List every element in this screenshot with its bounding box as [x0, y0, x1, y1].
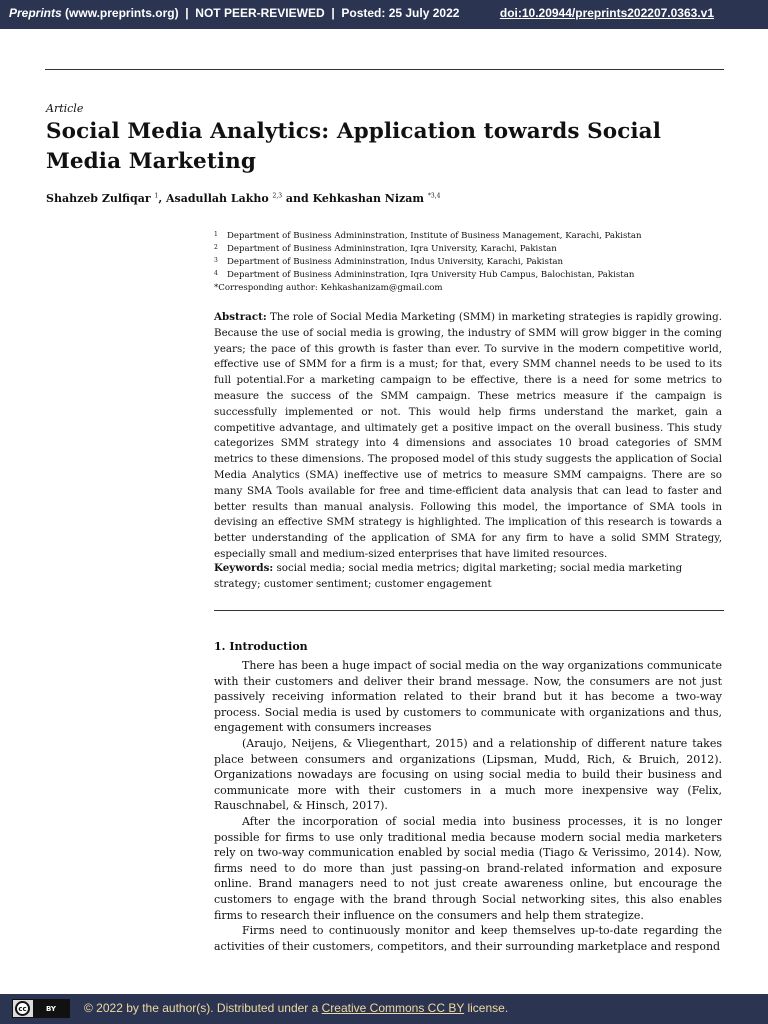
author-separator: , [158, 192, 166, 205]
affiliation-item [214, 256, 724, 269]
author-affiliation-marker: 2,3 [272, 192, 283, 200]
license-footer [0, 994, 768, 1024]
abstract-label: Abstract: [214, 311, 267, 323]
license-prefix: © 2022 by the author(s). Distributed under a [84, 1001, 322, 1015]
affiliation-number: 2 [214, 243, 218, 251]
introduction-body [214, 658, 722, 954]
body-paragraph: There has been a huge impact of social media on the way organizations communicate with their customers and deliver their brand message. Now, the consumers are not just passively receiving information related to their brand but it has become a two-way process. Social media is used by customers to communicate with organizations and thus, engagement with consumers increases [214, 659, 722, 735]
author-name: Asadullah Lakho [166, 192, 269, 205]
affiliation-text: Department of Business Admininstration, Iqra University Hub Campus, Balochistan, Pakistan [227, 269, 635, 280]
preprint-header-bar [0, 0, 768, 29]
license-suffix: license. [464, 1001, 509, 1015]
affiliation-text: Department of Business Admininstration, Indus University, Karachi, Pakistan [227, 256, 564, 267]
body-paragraph: (Araujo, Neijens, & Vliegenthart, 2015) and a relationship of different nature takes place between consumers and organizations (Lipsman, Mudd, Rich, & Bruich, 2012). Organizations nowadays are focusing on using social media to build their business and communicate more with their customers in a much more inexpensive way (Felix, Rauschnabel, & Hinsch, 2017). [214, 736, 722, 813]
affiliation-number: 1 [214, 231, 218, 238]
affiliations [214, 230, 724, 295]
affiliation-text: Department of Business Admininstration, Institute of Business Management, Karachi, Pakistan [227, 231, 642, 241]
affiliation-item [214, 243, 724, 256]
by-label: BY [33, 1000, 69, 1017]
author-name: Kehkashan Nizam [312, 192, 425, 205]
affiliation-item [214, 230, 724, 243]
paper-title: Social Media Analytics: Application towards Social Media Marketing [46, 119, 661, 174]
abstract [214, 310, 722, 563]
author-conjunction: and [282, 192, 313, 205]
abstract-text: The role of Social Media Marketing (SMM) in marketing strategies is rapidly growing. Because the use of social media is growing, the industry of SMM will grow bigger in the coming years; the pace of this growth is faster than ever. To survive in the modern competitive world, effective use of SMM for a firm is a must; for that, every SMM channel needs to be used to its full potential.For a marketing campaign to be effective, there is a need for some metrics to measure the success of the SMM campaign. These metrics measure if the campaign is successfully implemented or not. This would help firms understand the market, gain a competitive advantage, and ultimately get a positive impact on the overall business. This study categorizes SMM strategy into 4 dimensions and associates 10 broad categories of SMM metrics to these dimensions. The proposed model of this study suggests the application of Social Media Analytics (SMA) ineffective use of metrics to measure SMM campaigns. There are so many SMA Tools available for free and time-efficient data analysis that can lead to faster and better results than manual analysis. Following this model, the importance of SMA tools in devising an effective SMM strategy is highlighted. The implication of this research is towards a better understanding of the application of SMA for any firm to have a solid SMM Strategy, especially small and medium-sized enterprises that have limited resources. [214, 311, 722, 560]
affiliation-text: Department of Business Admininstration, Iqra University, Karachi, Pakistan [227, 243, 557, 254]
affiliation-number: 4 [214, 269, 218, 277]
separator: | [185, 6, 189, 20]
license-text [84, 1001, 508, 1015]
keywords-label: Keywords: [214, 562, 274, 574]
author-name: Shahzeb Zulfiqar [46, 192, 151, 205]
author-affiliation-marker: 1 [154, 192, 159, 200]
author-affiliation-marker: *3,4 [427, 192, 441, 200]
cc-logo-icon: cc [15, 1001, 30, 1016]
affiliation-item [214, 269, 724, 282]
affiliation-number: 3 [214, 256, 218, 264]
doi-link[interactable]: doi:10.20944/preprints202207.0363.v1 [499, 6, 714, 20]
abstract-rule [214, 610, 724, 611]
brand-name: Preprints [9, 6, 62, 20]
header-rule [45, 69, 724, 70]
corresponding-author: *Corresponding author: Kehkashanizam@gmail.com [214, 282, 443, 293]
posted-date: Posted: 25 July 2022 [341, 6, 460, 20]
keywords-text: social media; social media metrics; digital marketing; social media marketing strategy; customer sentiment; customer engagement [214, 562, 683, 590]
license-link[interactable]: Creative Commons CC BY [321, 1001, 465, 1015]
site-url[interactable]: (www.preprints.org) [65, 6, 179, 20]
review-status: NOT PEER-REVIEWED [195, 6, 325, 20]
body-paragraph: After the incorporation of social media into business processes, it is no longer possible for firms to use only traditional media because modern social media marketers rely on two-way communication enabled by social media (Tiago & Verissimo, 2014). Now, firms need to do more than just passing-on brand-related information and exposure online. Brand managers need to not just create awareness online, but encourage the customers to engage with the brand through Social networking sites, this also enables firms to research their influence on the consumers and help them strategize. [214, 814, 722, 922]
article-type: Article [46, 102, 84, 115]
section-heading: 1. Introduction [214, 640, 308, 653]
separator: | [331, 6, 335, 20]
cc-by-badge-icon[interactable] [12, 999, 70, 1018]
body-paragraph: Firms need to continuously monitor and keep themselves up-to-date regarding the activities of their customers, competitors, and their surrounding marketplace and respond [214, 924, 722, 953]
keywords [214, 561, 722, 593]
header-info [9, 6, 459, 20]
author-list [46, 192, 440, 205]
